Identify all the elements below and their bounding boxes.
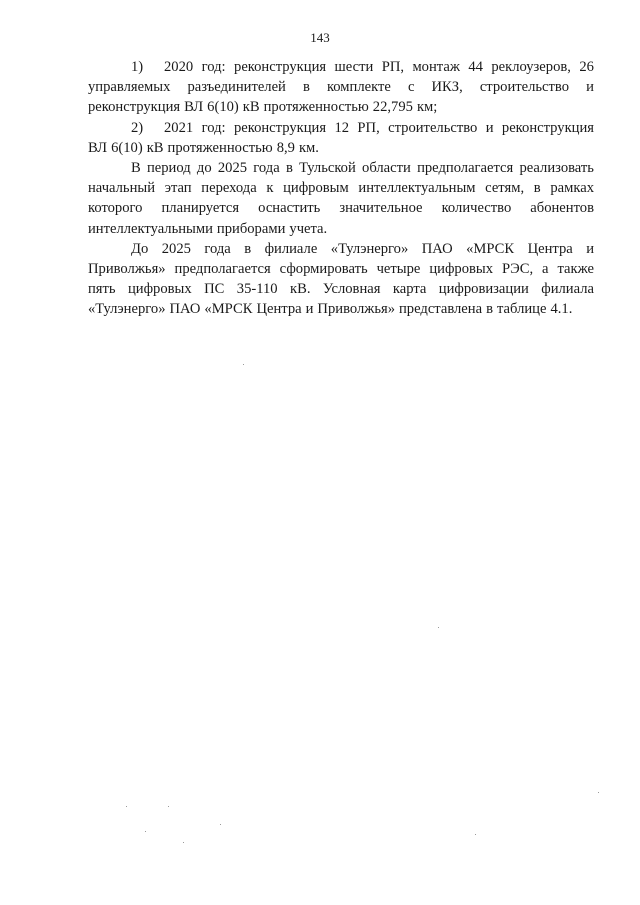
paragraph (88, 239, 594, 320)
text-line: реконструкция ВЛ 6(10) кВ протяженностью 22,795 км; (88, 99, 438, 116)
scan-speck (126, 806, 127, 807)
page-number: 143 (310, 30, 330, 45)
list-marker: 1) (131, 59, 144, 75)
document-body (88, 57, 594, 320)
scan-speck (243, 364, 244, 365)
list-item (88, 57, 594, 118)
text-line: «Тулэнерго» ПАО «МРСК Центра и Приволжья» представлена в таблице 4.1. (88, 301, 573, 318)
text-line: начальный этап перехода к цифровым интеллектуальным сетям, в рамках (88, 180, 594, 197)
text-line: которого планируется оснастить значительное количество абонентов (88, 200, 594, 217)
text-line: Приволжья» предполагается сформировать четыре цифровых РЭС, а также (88, 261, 594, 278)
text-line: В период до 2025 года в Тульской области предполагается реализовать (131, 160, 594, 177)
list-item-first-line: 2) 2021 год: реконструкция 12 РП, строительство и реконструкция (88, 118, 594, 138)
list-item (88, 118, 594, 158)
text-line: управляемых разъединителей в комплекте с ИКЗ, строительство и (88, 79, 594, 96)
scan-speck (475, 834, 476, 835)
list-item-first-line: 1) 2020 год: реконструкция шести РП, монтаж 44 реклоузеров, 26 (88, 57, 594, 77)
scan-speck (183, 842, 184, 843)
list-marker: 2) (131, 119, 144, 136)
scan-speck (438, 627, 439, 628)
scan-speck (145, 831, 146, 832)
scan-speck (168, 806, 169, 807)
scan-speck (220, 824, 221, 825)
text-line: пять цифровых ПС 35-110 кВ. Условная карта цифровизации филиала (88, 281, 594, 298)
scan-speck (598, 792, 599, 793)
text-line: ВЛ 6(10) кВ протяженностью 8,9 км. (88, 139, 319, 156)
text-line: интеллектуальными приборами учета. (88, 220, 328, 237)
paragraph (88, 158, 594, 239)
text-line: До 2025 года в филиале «Тулэнерго» ПАО «МРСК Центра и (131, 240, 594, 257)
